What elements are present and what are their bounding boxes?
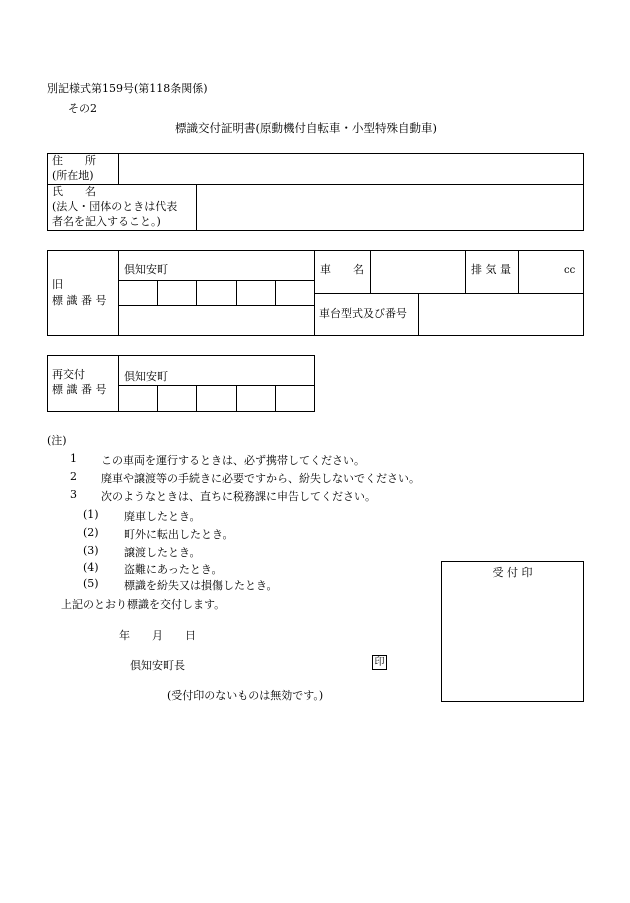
subnote-number: (4) [83,561,99,574]
subnote-number: (2) [83,526,99,539]
validity-footnote: (受付印のないものは無効です。) [167,689,324,702]
subnote-number: (3) [83,544,99,557]
notes-heading: (注) [47,434,67,447]
chassis-field[interactable] [419,294,583,335]
issue-statement: 上記のとおり標識を交付します。 [61,598,226,611]
vehicle-name-label: 車 名 [320,263,364,276]
divider [157,280,158,305]
divider [236,280,237,305]
name-label: 氏 名 [52,185,96,198]
form-number: 別記様式第159号(第118条関係) [47,82,208,95]
subnote-text: 標識を紛失又は損傷したとき。 [124,579,278,592]
divider [118,280,314,281]
divider [275,385,276,412]
receipt-stamp-label: 受 付 印 [492,566,533,579]
old-plate-label: 旧 [52,278,63,291]
note-text: 次のようなときは、直ちに税務課に申告してください。 [101,490,376,503]
divider [118,355,119,412]
subnote-text: 譲渡したとき。 [124,546,201,559]
subnote-text: 町外に転出したとき。 [124,528,234,541]
divider [118,385,315,386]
form-sub-number: その2 [68,102,97,115]
receipt-stamp-box[interactable] [441,561,584,702]
name-label-note: 者名を記入すること。) [52,215,161,228]
note-text: この車両を運行するときは、必ず携帯してください。 [101,454,365,467]
seal-mark: 印 [372,655,387,670]
reissue-town: 倶知安町 [124,370,168,383]
reissue-label: 再交付 [52,368,85,381]
subnote-text: 盗難にあったとき。 [124,563,223,576]
divider [196,280,197,305]
issue-date: 年 月 日 [119,629,196,642]
divider [118,250,119,336]
displacement-label: 排 気 量 [471,263,511,276]
chassis-label: 車台型式及び番号 [319,307,407,320]
address-label-sub: (所在地) [52,169,94,182]
divider [196,385,197,412]
vehicle-name-field[interactable] [371,251,464,292]
divider [275,280,276,305]
issuer-name: 倶知安町長 [130,659,185,672]
note-number: 2 [70,470,77,483]
displacement-unit: cc [564,265,576,276]
address-field[interactable] [119,154,583,183]
divider [518,250,519,293]
note-number: 1 [70,452,77,465]
divider [157,385,158,412]
divider [236,385,237,412]
address-label: 住 所 [52,154,96,167]
subnote-number: (5) [83,577,99,590]
name-label-note: (法人・団体のときは代表 [52,200,178,213]
note-text: 廃車や譲渡等の手続きに必要ですから、紛失しないでください。 [101,472,420,485]
old-plate-town: 倶知安町 [124,263,168,276]
reissue-label: 標 識 番 号 [52,383,107,396]
note-number: 3 [70,488,77,501]
subnote-text: 廃車したとき。 [124,510,201,523]
old-plate-label: 標 識 番 号 [52,294,107,307]
divider [465,250,466,293]
subnote-number: (1) [83,508,99,521]
name-field[interactable] [197,185,583,230]
form-title: 標識交付証明書(原動機付自転車・小型特殊自動車) [175,121,437,135]
divider [118,305,314,306]
